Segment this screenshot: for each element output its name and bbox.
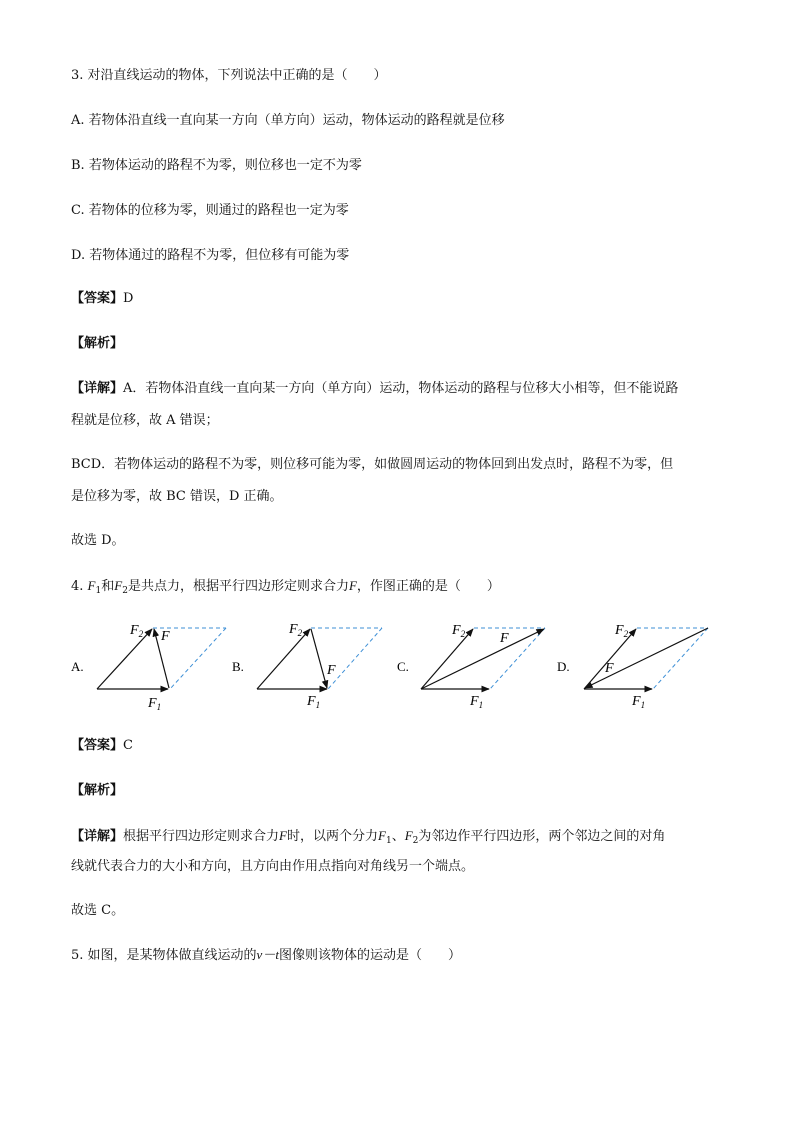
q3-detail-line-3: BCD．若物体运动的路程不为零，则位移可能为零，如做圆周运动的物体回到出发点时，路程不为零，但 [71, 457, 674, 472]
label-f: F [161, 629, 170, 644]
q3-detail-line-1 [71, 379, 678, 399]
label-f1: $F_1$ [307, 694, 321, 710]
q4-answer [71, 736, 133, 756]
stem-start: 5. 如图，是某物体做直线运动的 [71, 948, 257, 963]
detail-text: 为邻边作平行四边形，两个邻边之间的对角 [418, 829, 666, 844]
force-diagrams [0, 612, 794, 712]
answer-tag: 【答案】 [71, 291, 124, 306]
label-f1: $F_1$ [470, 694, 484, 710]
symbol-f1-sub: 1 [385, 836, 392, 846]
symbol-f2-sub: 2 [122, 586, 128, 596]
question-number: 4. [71, 579, 88, 594]
dashed-side-right [328, 628, 382, 689]
arrow-f [421, 629, 544, 689]
detail-tag: 【详解】 [71, 381, 124, 396]
q3-option-b: B. 若物体运动的路程不为零，则位移也一定不为零 [71, 158, 362, 173]
q4-stem [71, 576, 500, 601]
symbol-f1-sub: 1 [95, 586, 102, 596]
symbol-f1: F [87, 578, 96, 593]
q4-analysis-tag [71, 781, 123, 801]
option-d-label: D. [557, 659, 570, 674]
q5-stem [71, 945, 461, 966]
arrow-f [311, 629, 327, 688]
arrow-f2 [257, 629, 310, 689]
detail-text: A．若物体沿直线一直向某一方向（单方向）运动，物体运动的路程与位移大小相等，但不能说路 [123, 381, 679, 396]
q4-detail-line-1 [71, 826, 665, 851]
label-f2: $F_2$ [289, 622, 303, 638]
conjunction: 和 [101, 579, 115, 594]
arrow-f2 [97, 629, 152, 689]
label-f2: $F_2$ [452, 623, 466, 639]
separator: 、 [391, 829, 405, 844]
stem-end: 图像则该物体的运动是（ ） [278, 948, 461, 963]
symbol-f: F [279, 828, 287, 843]
answer-value: D [123, 291, 134, 306]
arrow-f2 [584, 629, 636, 689]
q3-option-a: A. 若物体沿直线一直向某一方向（单方向）运动，物体运动的路程就是位移 [71, 113, 505, 128]
answer-tag: 【答案】 [71, 738, 124, 753]
stem-end: ，作图正确的是（ ） [356, 579, 500, 594]
q3-conclusion: 故选 D。 [71, 533, 125, 548]
diagram-d [557, 623, 708, 710]
analysis-tag: 【解析】 [71, 783, 124, 798]
option-c-label: C. [397, 659, 409, 674]
q4-detail-line-2: 线就代表合力的大小和方向，且方向由作用点指向对角线另一个端点。 [71, 859, 475, 874]
label-f1: $F_1$ [148, 696, 162, 712]
dashed-side-right [490, 628, 545, 689]
arrow-f [585, 628, 708, 688]
symbol-f: F [348, 578, 357, 593]
q3-detail-line-4: 是位移为零，故 BC 错误，D 正确。 [71, 489, 283, 504]
analysis-tag: 【解析】 [71, 336, 124, 351]
label-f2: $F_2$ [615, 623, 629, 639]
stem-middle: 是共点力，根据平行四边形定则求合力 [127, 579, 349, 594]
diagram-c [397, 623, 545, 710]
q3-stem: 3. 对沿直线运动的物体，下列说法中正确的是（ ） [71, 68, 387, 83]
label-f: F [500, 631, 509, 646]
detail-text: 时，以两个分力 [286, 829, 378, 844]
answer-value: C [123, 738, 133, 753]
q3-answer [71, 289, 133, 309]
label-f2: $F_2$ [130, 623, 144, 639]
q3-option-d: D. 若物体通过的路程不为零，但位移有可能为零 [71, 248, 350, 263]
option-b-label: B. [232, 659, 244, 674]
symbol-f1: F [378, 828, 386, 843]
vt-symbol: v－t [256, 947, 279, 962]
diagram-b [232, 622, 382, 710]
q3-option-c: C. 若物体的位移为零，则通过的路程也一定为零 [71, 203, 349, 218]
detail-text: 根据平行四边形定则求合力 [123, 829, 280, 844]
label-f: F [605, 661, 614, 676]
arrow-f2 [421, 629, 473, 689]
option-a-label: A. [71, 659, 84, 674]
symbol-f2: F [114, 578, 123, 593]
diagram-a [71, 623, 226, 712]
symbol-f2-sub: 2 [412, 836, 419, 846]
detail-tag: 【详解】 [71, 829, 124, 844]
label-f: F [327, 663, 336, 678]
q3-analysis-tag [71, 334, 123, 354]
q3-detail-line-2: 程就是位移，故 A 错误； [71, 413, 219, 428]
dashed-side-right [170, 628, 226, 689]
q4-conclusion: 故选 C。 [71, 903, 125, 918]
label-f1: $F_1$ [632, 694, 646, 710]
dashed-side-right [653, 628, 708, 689]
symbol-f2: F [404, 828, 413, 843]
